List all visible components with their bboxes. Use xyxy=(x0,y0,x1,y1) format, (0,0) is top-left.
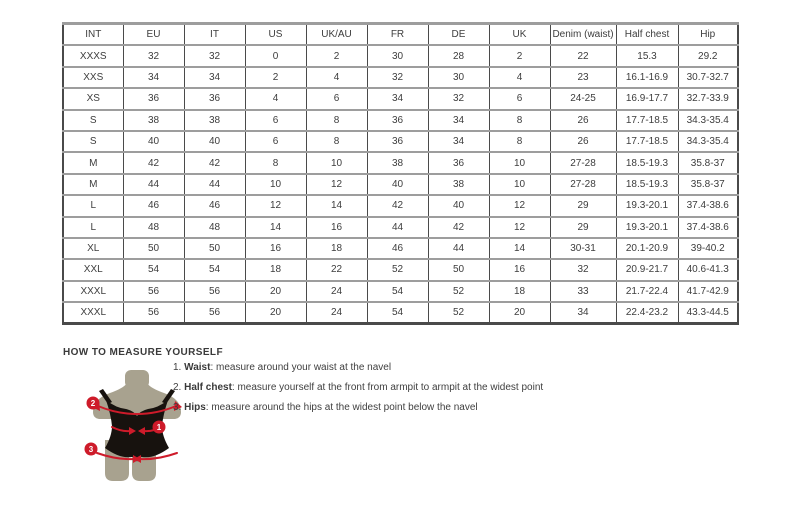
step-text: : measure around your waist at the navel xyxy=(210,362,392,373)
table-cell: 37.4-38.6 xyxy=(678,195,738,216)
table-row xyxy=(63,45,738,66)
table-cell: 20.9-21.7 xyxy=(616,259,678,280)
table-cell: 10 xyxy=(489,152,550,173)
step-text: : measure yourself at the front from armpit to armpit at the widest point xyxy=(231,382,544,393)
table-cell: 42 xyxy=(123,152,184,173)
table-cell: 16 xyxy=(245,238,306,259)
table-cell: 30 xyxy=(428,67,489,88)
table-cell: 2 xyxy=(489,45,550,66)
step-label: Hips xyxy=(184,402,206,413)
table-cell: 15.3 xyxy=(616,45,678,66)
table-cell: 35.8-37 xyxy=(678,152,738,173)
table-cell: 56 xyxy=(184,302,245,324)
table-cell: 34 xyxy=(428,110,489,131)
table-cell: 6 xyxy=(306,88,367,109)
table-cell: 21.7-22.4 xyxy=(616,281,678,302)
table-cell: 52 xyxy=(428,302,489,324)
table-cell: 16 xyxy=(306,217,367,238)
table-cell: 6 xyxy=(245,110,306,131)
table-cell: 43.3-44.5 xyxy=(678,302,738,324)
size-label-cell: L xyxy=(63,195,123,216)
table-cell: 34 xyxy=(367,88,428,109)
table-cell: 14 xyxy=(245,217,306,238)
table-header-cell: INT xyxy=(63,24,123,46)
table-header-cell: Hip xyxy=(678,24,738,46)
table-row xyxy=(63,259,738,280)
table-cell: 36 xyxy=(184,88,245,109)
table-cell: 26 xyxy=(550,131,616,152)
table-cell: 36 xyxy=(428,152,489,173)
table-cell: 19.3-20.1 xyxy=(616,217,678,238)
table-cell: 29.2 xyxy=(678,45,738,66)
size-label-cell: XXXL xyxy=(63,281,123,302)
table-cell: 6 xyxy=(245,131,306,152)
table-row xyxy=(63,281,738,302)
table-cell: 19.3-20.1 xyxy=(616,195,678,216)
table-cell: 27-28 xyxy=(550,174,616,195)
table-cell: 50 xyxy=(184,238,245,259)
table-cell: 56 xyxy=(123,302,184,324)
table-cell: 34.3-35.4 xyxy=(678,131,738,152)
table-cell: 36 xyxy=(123,88,184,109)
measure-step xyxy=(173,402,543,413)
table-cell: 46 xyxy=(367,238,428,259)
table-row xyxy=(63,217,738,238)
table-cell: 40.6-41.3 xyxy=(678,259,738,280)
table-cell: 32.7-33.9 xyxy=(678,88,738,109)
table-cell: 22.4-23.2 xyxy=(616,302,678,324)
table-row xyxy=(63,152,738,173)
table-cell: 32 xyxy=(550,259,616,280)
table-row xyxy=(63,88,738,109)
size-label-cell: S xyxy=(63,131,123,152)
table-cell: 54 xyxy=(367,302,428,324)
marker-chest-badge xyxy=(87,397,100,410)
table-cell: 17.7-18.5 xyxy=(616,110,678,131)
table-cell: 34 xyxy=(428,131,489,152)
step-number: 2. xyxy=(173,382,182,393)
how-to-measure-title: HOW TO MEASURE YOURSELF xyxy=(63,347,223,358)
table-cell: 18 xyxy=(245,259,306,280)
table-row xyxy=(63,174,738,195)
step-label: Waist xyxy=(184,362,211,373)
table-cell: 44 xyxy=(184,174,245,195)
table-cell: 18.5-19.3 xyxy=(616,174,678,195)
table-cell: 8 xyxy=(306,110,367,131)
table-row xyxy=(63,302,738,324)
table-cell: 29 xyxy=(550,195,616,216)
table-cell: 0 xyxy=(245,45,306,66)
table-cell: 34 xyxy=(123,67,184,88)
table-cell: 38 xyxy=(123,110,184,131)
size-label-cell: XS xyxy=(63,88,123,109)
size-label-cell: XXXL xyxy=(63,302,123,324)
table-cell: 36 xyxy=(367,131,428,152)
table-cell: 39-40.2 xyxy=(678,238,738,259)
table-header-cell: UK xyxy=(489,24,550,46)
marker-chest-number: 2 xyxy=(90,399,96,408)
table-cell: 20 xyxy=(489,302,550,324)
table-cell: 40 xyxy=(428,195,489,216)
size-label-cell: M xyxy=(63,174,123,195)
table-cell: 20.1-20.9 xyxy=(616,238,678,259)
table-row xyxy=(63,195,738,216)
table-cell: 42 xyxy=(367,195,428,216)
table-cell: 22 xyxy=(550,45,616,66)
table-cell: 32 xyxy=(123,45,184,66)
size-label-cell: XXXS xyxy=(63,45,123,66)
table-cell: 56 xyxy=(123,281,184,302)
step-label: Half chest xyxy=(184,382,232,393)
table-cell: 8 xyxy=(489,131,550,152)
table-cell: 28 xyxy=(428,45,489,66)
table-cell: 24 xyxy=(306,302,367,324)
table-cell: 48 xyxy=(184,217,245,238)
table-row xyxy=(63,110,738,131)
marker-waist-number: 1 xyxy=(156,423,162,432)
table-cell: 52 xyxy=(428,281,489,302)
table-cell: 30-31 xyxy=(550,238,616,259)
step-number: 3. xyxy=(173,402,182,413)
table-cell: 30.7-32.7 xyxy=(678,67,738,88)
table-cell: 22 xyxy=(306,259,367,280)
table-cell: 18 xyxy=(489,281,550,302)
table-cell: 44 xyxy=(428,238,489,259)
table-cell: 40 xyxy=(367,174,428,195)
table-header-cell: DE xyxy=(428,24,489,46)
table-cell: 8 xyxy=(245,152,306,173)
table-cell: 54 xyxy=(184,259,245,280)
table-cell: 12 xyxy=(489,195,550,216)
table-cell: 34 xyxy=(184,67,245,88)
table-cell: 8 xyxy=(306,131,367,152)
table-cell: 18 xyxy=(306,238,367,259)
table-cell: 18.5-19.3 xyxy=(616,152,678,173)
table-cell: 23 xyxy=(550,67,616,88)
table-cell: 12 xyxy=(245,195,306,216)
table-cell: 12 xyxy=(306,174,367,195)
size-label-cell: M xyxy=(63,152,123,173)
table-cell: 16 xyxy=(489,259,550,280)
table-cell: 20 xyxy=(245,302,306,324)
table-cell: 16.9-17.7 xyxy=(616,88,678,109)
table-cell: 24-25 xyxy=(550,88,616,109)
table-header-cell: US xyxy=(245,24,306,46)
table-cell: 54 xyxy=(123,259,184,280)
table-cell: 42 xyxy=(428,217,489,238)
table-cell: 34 xyxy=(550,302,616,324)
table-cell: 35.8-37 xyxy=(678,174,738,195)
table-header-cell: Denim (waist) xyxy=(550,24,616,46)
marker-hips-badge xyxy=(85,443,98,456)
table-cell: 26 xyxy=(550,110,616,131)
table-cell: 16.1-16.9 xyxy=(616,67,678,88)
table-cell: 46 xyxy=(123,195,184,216)
table-cell: 4 xyxy=(489,67,550,88)
marker-waist-badge xyxy=(153,421,166,434)
table-cell: 56 xyxy=(184,281,245,302)
table-header-cell: IT xyxy=(184,24,245,46)
table-cell: 40 xyxy=(184,131,245,152)
table-cell: 14 xyxy=(489,238,550,259)
table-header-cell: UK/AU xyxy=(306,24,367,46)
table-row xyxy=(63,131,738,152)
table-cell: 44 xyxy=(367,217,428,238)
table-cell: 30 xyxy=(367,45,428,66)
table-cell: 32 xyxy=(184,45,245,66)
table-cell: 8 xyxy=(489,110,550,131)
table-header-cell: Half chest xyxy=(616,24,678,46)
table-cell: 17.7-18.5 xyxy=(616,131,678,152)
table-cell: 54 xyxy=(367,281,428,302)
table-header-cell: FR xyxy=(367,24,428,46)
table-cell: 4 xyxy=(306,67,367,88)
table-cell: 2 xyxy=(245,67,306,88)
table-cell: 52 xyxy=(367,259,428,280)
table-cell: 6 xyxy=(489,88,550,109)
marker-hips-number: 3 xyxy=(88,445,94,454)
table-cell: 12 xyxy=(489,217,550,238)
table-cell: 32 xyxy=(428,88,489,109)
table-header-cell: EU xyxy=(123,24,184,46)
size-label-cell: L xyxy=(63,217,123,238)
measure-instructions xyxy=(173,362,543,422)
table-cell: 10 xyxy=(306,152,367,173)
table-cell: 33 xyxy=(550,281,616,302)
table-cell: 10 xyxy=(489,174,550,195)
table-cell: 36 xyxy=(367,110,428,131)
table-row xyxy=(63,238,738,259)
table-cell: 50 xyxy=(123,238,184,259)
table-cell: 38 xyxy=(184,110,245,131)
table-cell: 50 xyxy=(428,259,489,280)
table-cell: 10 xyxy=(245,174,306,195)
size-label-cell: XXL xyxy=(63,259,123,280)
table-cell: 24 xyxy=(306,281,367,302)
table-cell: 29 xyxy=(550,217,616,238)
size-label-cell: S xyxy=(63,110,123,131)
table-cell: 44 xyxy=(123,174,184,195)
table-cell: 34.3-35.4 xyxy=(678,110,738,131)
table-cell: 38 xyxy=(367,152,428,173)
table-cell: 41.7-42.9 xyxy=(678,281,738,302)
size-chart-table xyxy=(62,22,739,325)
size-label-cell: XL xyxy=(63,238,123,259)
measure-step xyxy=(173,362,543,373)
measure-step xyxy=(173,382,543,393)
table-cell: 27-28 xyxy=(550,152,616,173)
table-cell: 37.4-38.6 xyxy=(678,217,738,238)
table-cell: 40 xyxy=(123,131,184,152)
table-cell: 38 xyxy=(428,174,489,195)
table-cell: 46 xyxy=(184,195,245,216)
table-cell: 48 xyxy=(123,217,184,238)
table-cell: 32 xyxy=(367,67,428,88)
table-cell: 20 xyxy=(245,281,306,302)
table-cell: 2 xyxy=(306,45,367,66)
step-text: : measure around the hips at the widest point below the navel xyxy=(205,402,478,413)
table-header-row xyxy=(63,24,738,46)
size-label-cell: XXS xyxy=(63,67,123,88)
table-cell: 4 xyxy=(245,88,306,109)
table-cell: 14 xyxy=(306,195,367,216)
table-row xyxy=(63,67,738,88)
step-number: 1. xyxy=(173,362,182,373)
table-cell: 42 xyxy=(184,152,245,173)
